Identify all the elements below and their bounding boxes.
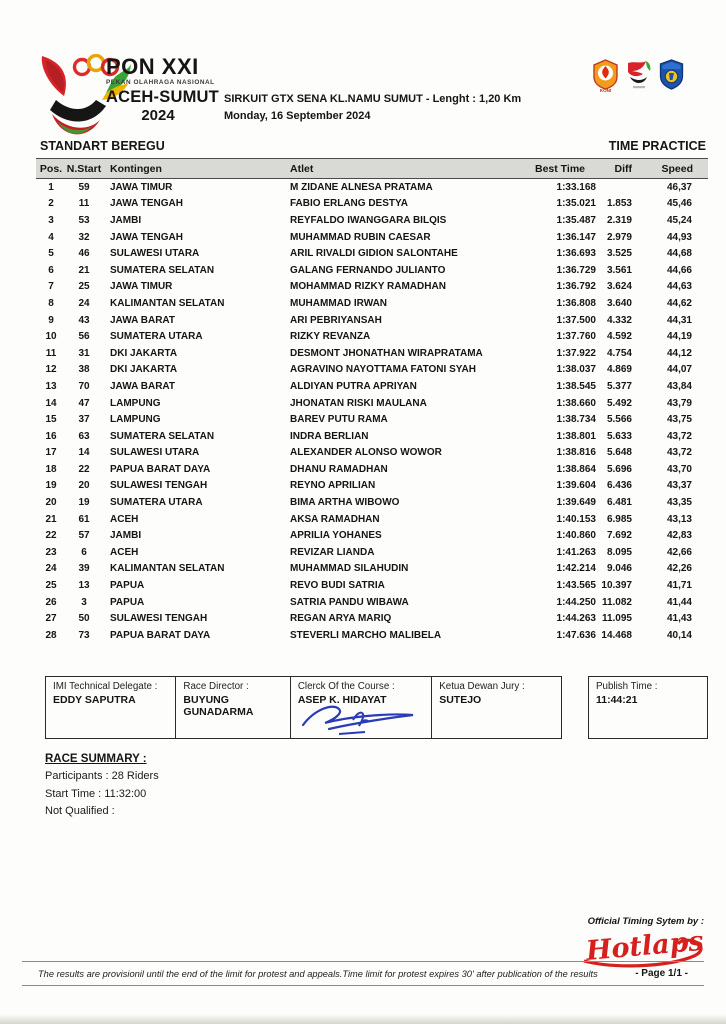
brand-title: PON XXI bbox=[106, 54, 199, 79]
cell-n-start: 61 bbox=[78, 513, 90, 525]
cell-best-time: 1:37.922 bbox=[556, 347, 596, 359]
cell-pos: 1 bbox=[48, 181, 54, 193]
cell-n-start: 13 bbox=[78, 580, 90, 592]
table-row bbox=[36, 262, 708, 279]
cell-kontingen: PAPUA bbox=[110, 580, 145, 592]
official-name: SUTEJO bbox=[439, 694, 482, 706]
cell-n-start: 39 bbox=[78, 563, 90, 575]
table-row bbox=[36, 328, 708, 345]
cell-n-start: 32 bbox=[78, 231, 90, 243]
cell-diff: 5.566 bbox=[606, 414, 632, 426]
cell-kontingen: JAMBI bbox=[110, 530, 142, 542]
cell-best-time: 1:36.808 bbox=[556, 297, 596, 309]
table-body bbox=[36, 179, 708, 644]
cell-diff: 4.869 bbox=[606, 364, 632, 376]
cell-pos: 8 bbox=[48, 297, 54, 309]
cell-best-time: 1:38.037 bbox=[556, 364, 596, 376]
cell-kontingen: PAPUA BARAT DAYA bbox=[110, 463, 211, 475]
cell-atlet: GALANG FERNANDO JULIANTO bbox=[290, 264, 446, 276]
cell-pos: 16 bbox=[45, 430, 57, 442]
cell-n-start: 31 bbox=[78, 347, 90, 359]
cell-best-time: 1:38.816 bbox=[556, 447, 596, 459]
cell-best-time: 1:44.263 bbox=[556, 613, 596, 625]
cell-atlet: REYNO APRILIAN bbox=[290, 480, 376, 492]
publish-time-label: Publish Time : bbox=[596, 681, 658, 692]
cell-speed: 41,44 bbox=[666, 596, 692, 608]
results-disclaimer: The results are provisionil until the end of the limit for protest and appeals.Time limit for protest expires 30' after publication of the results bbox=[38, 968, 598, 979]
cell-diff: 2.979 bbox=[606, 231, 632, 243]
cell-speed: 42,83 bbox=[666, 530, 692, 542]
cell-best-time: 1:36.693 bbox=[556, 248, 596, 260]
cell-atlet: REVIZAR LIANDA bbox=[290, 546, 375, 558]
cell-speed: 45,24 bbox=[666, 214, 692, 226]
official-box bbox=[45, 676, 177, 739]
cell-diff: 7.692 bbox=[606, 530, 632, 542]
race-summary-line: Not Qualified : bbox=[45, 805, 115, 817]
pon-xxi-mini-logo-icon bbox=[626, 59, 652, 91]
cell-kontingen: JAMBI bbox=[110, 214, 142, 226]
cell-speed: 42,26 bbox=[666, 563, 692, 575]
cell-diff: 6.436 bbox=[606, 480, 632, 492]
cell-best-time: 1:42.214 bbox=[556, 563, 596, 575]
event-info bbox=[224, 91, 521, 125]
cell-kontingen: JAWA TENGAH bbox=[110, 198, 183, 210]
cell-atlet: REGAN ARYA MARIQ bbox=[290, 613, 392, 625]
cell-best-time: 1:36.729 bbox=[556, 264, 596, 276]
cell-best-time: 1:47.636 bbox=[556, 629, 596, 641]
cell-pos: 2 bbox=[48, 198, 54, 210]
cell-speed: 43,72 bbox=[666, 430, 692, 442]
table-row bbox=[36, 561, 708, 578]
cell-diff: 5.377 bbox=[606, 380, 632, 392]
table-row bbox=[36, 212, 708, 229]
cell-speed: 44,31 bbox=[666, 314, 692, 326]
column-header-pos: Pos. bbox=[39, 162, 63, 175]
cell-kontingen: SUMATERA UTARA bbox=[110, 331, 203, 343]
cell-diff: 2.319 bbox=[606, 214, 632, 226]
cell-speed: 40,14 bbox=[666, 629, 692, 641]
cell-speed: 44,93 bbox=[666, 231, 692, 243]
cell-kontingen: DKI JAKARTA bbox=[110, 364, 178, 376]
cell-best-time: 1:38.801 bbox=[556, 430, 596, 442]
cell-diff: 11.082 bbox=[601, 596, 632, 608]
table-row bbox=[36, 279, 708, 296]
cell-best-time: 1:35.487 bbox=[556, 214, 596, 226]
official-box bbox=[175, 676, 291, 739]
cell-pos: 19 bbox=[45, 480, 57, 492]
cell-atlet: DHANU RAMADHAN bbox=[290, 463, 388, 475]
cell-n-start: 22 bbox=[78, 463, 90, 475]
cell-n-start: 38 bbox=[78, 364, 90, 376]
cell-diff: 6.481 bbox=[606, 497, 632, 509]
cell-kontingen: SULAWESI TENGAH bbox=[110, 613, 208, 625]
table-row bbox=[36, 395, 708, 412]
cell-speed: 45,46 bbox=[666, 198, 692, 210]
cell-n-start: 24 bbox=[78, 297, 90, 309]
koni-label: KONI bbox=[599, 88, 612, 93]
column-header-speed: Speed bbox=[661, 162, 693, 175]
table-row bbox=[36, 411, 708, 428]
publish-time-box bbox=[588, 676, 708, 739]
cell-atlet: MUHAMMAD IRWAN bbox=[290, 297, 388, 309]
cell-atlet: JHONATAN RISKI MAULANA bbox=[290, 397, 427, 409]
cell-pos: 12 bbox=[45, 364, 57, 376]
cell-n-start: 59 bbox=[78, 181, 90, 193]
table-row bbox=[36, 461, 708, 478]
cell-atlet: ARI PEBRIYANSAH bbox=[290, 314, 382, 326]
cell-n-start: 25 bbox=[78, 281, 90, 293]
cell-atlet: BAREV PUTU RAMA bbox=[290, 414, 388, 426]
cell-atlet: DESMONT JHONATHAN WIRAPRATAMA bbox=[290, 347, 483, 359]
cell-best-time: 1:33.168 bbox=[556, 181, 596, 193]
cell-n-start: 43 bbox=[78, 314, 90, 326]
table-row bbox=[36, 196, 708, 213]
official-box bbox=[290, 676, 433, 739]
cell-atlet: REVO BUDI SATRIA bbox=[290, 580, 385, 592]
cell-n-start: 56 bbox=[78, 331, 90, 343]
cell-speed: 44,68 bbox=[666, 248, 692, 260]
official-name: ASEP K. HIDAYAT bbox=[297, 694, 387, 706]
cell-kontingen: KALIMANTAN SELATAN bbox=[110, 297, 225, 309]
cell-kontingen: PAPUA BARAT DAYA bbox=[110, 629, 211, 641]
signature-icon bbox=[295, 699, 445, 739]
race-summary-line: Start Time : 11:32:00 bbox=[45, 787, 147, 800]
brand-year: 2024 bbox=[141, 107, 175, 124]
cell-diff: 4.592 bbox=[606, 331, 632, 343]
circuit-line: SIRKUIT GTX SENA KL.NAMU SUMUT - Lenght : 1,20 Km bbox=[224, 93, 522, 105]
cell-atlet: RIZKY REVANZA bbox=[290, 331, 371, 343]
cell-n-start: 11 bbox=[78, 198, 90, 210]
cell-diff: 4.332 bbox=[606, 314, 632, 326]
table-row bbox=[36, 378, 708, 395]
cell-kontingen: SULAWESI UTARA bbox=[110, 447, 200, 459]
cell-atlet: REYFALDO IWANGGARA BILQIS bbox=[290, 214, 447, 226]
cell-diff: 4.754 bbox=[606, 347, 632, 359]
imi-shield-logo-icon bbox=[659, 59, 684, 90]
table-row bbox=[36, 594, 708, 611]
cell-kontingen: KALIMANTAN SELATAN bbox=[110, 563, 225, 575]
cell-pos: 26 bbox=[45, 596, 57, 608]
officials-signature-boxes bbox=[45, 676, 562, 739]
column-header-atlet: Atlet bbox=[290, 162, 314, 175]
cell-kontingen: SUMATERA SELATAN bbox=[110, 430, 215, 442]
cell-n-start: 46 bbox=[78, 248, 90, 260]
cell-pos: 17 bbox=[45, 447, 57, 459]
cell-diff: 14.468 bbox=[601, 629, 632, 641]
cell-pos: 23 bbox=[45, 546, 57, 558]
cell-atlet: BIMA ARTHA WIBOWO bbox=[290, 497, 400, 509]
date-line: Monday, 16 September 2024 bbox=[224, 110, 371, 122]
table-row bbox=[36, 527, 708, 544]
cell-n-start: 73 bbox=[78, 629, 90, 641]
cell-pos: 13 bbox=[45, 380, 57, 392]
table-row bbox=[36, 179, 708, 196]
cell-diff: 6.985 bbox=[606, 513, 632, 525]
cell-kontingen: LAMPUNG bbox=[110, 397, 161, 409]
cell-atlet: INDRA BERLIAN bbox=[290, 430, 369, 442]
column-header-kontingen: Kontingen bbox=[110, 162, 162, 175]
cell-best-time: 1:40.860 bbox=[556, 530, 596, 542]
table-row bbox=[36, 295, 708, 312]
cell-speed: 43,37 bbox=[666, 480, 692, 492]
cell-diff: 9.046 bbox=[606, 563, 632, 575]
cell-kontingen: PAPUA bbox=[110, 596, 145, 608]
cell-kontingen: ACEH bbox=[110, 513, 139, 525]
cell-kontingen: JAWA BARAT bbox=[110, 314, 175, 326]
cell-diff: 8.095 bbox=[606, 546, 632, 558]
cell-best-time: 1:38.864 bbox=[556, 463, 596, 475]
cell-pos: 24 bbox=[45, 563, 57, 575]
cell-pos: 15 bbox=[45, 414, 57, 426]
cell-speed: 43,13 bbox=[666, 513, 692, 525]
table-header-row bbox=[36, 158, 708, 179]
table-row bbox=[36, 312, 708, 329]
cell-diff: 11.095 bbox=[601, 613, 632, 625]
official-box bbox=[431, 676, 562, 739]
cell-speed: 41,71 bbox=[666, 580, 692, 592]
cell-n-start: 21 bbox=[78, 264, 90, 276]
section-title-row bbox=[40, 139, 706, 153]
cell-n-start: 53 bbox=[78, 214, 90, 226]
cell-n-start: 47 bbox=[78, 397, 90, 409]
cell-pos: 9 bbox=[48, 314, 54, 326]
cell-n-start: 19 bbox=[78, 497, 90, 509]
cell-kontingen: JAWA TIMUR bbox=[110, 181, 173, 193]
cell-best-time: 1:36.792 bbox=[556, 281, 596, 293]
results-table bbox=[36, 158, 708, 644]
cell-best-time: 1:35.021 bbox=[556, 198, 596, 210]
cell-pos: 20 bbox=[45, 497, 57, 509]
cell-speed: 41,43 bbox=[666, 613, 692, 625]
cell-n-start: 37 bbox=[78, 414, 90, 426]
scan-edge-shadow bbox=[0, 1014, 726, 1024]
cell-speed: 44,63 bbox=[666, 281, 692, 293]
official-name: EDDY SAPUTRA bbox=[53, 694, 136, 706]
cell-atlet: MUHAMMAD RUBIN CAESAR bbox=[290, 231, 431, 243]
organization-logos bbox=[592, 59, 684, 93]
race-summary-title: RACE SUMMARY : bbox=[45, 753, 147, 765]
table-row bbox=[36, 627, 708, 644]
table-row bbox=[36, 494, 708, 511]
race-summary bbox=[45, 753, 159, 821]
cell-kontingen: ACEH bbox=[110, 546, 139, 558]
column-header-n-start: N.Start bbox=[66, 162, 102, 175]
cell-n-start: 6 bbox=[81, 546, 87, 558]
cell-n-start: 20 bbox=[78, 480, 90, 492]
cell-pos: 6 bbox=[48, 264, 54, 276]
cell-best-time: 1:38.660 bbox=[556, 397, 596, 409]
cell-atlet: M ZIDANE ALNESA PRATAMA bbox=[290, 181, 433, 193]
official-role-label: Clerck Of the Course : bbox=[297, 681, 395, 692]
session-title: TIME PRACTICE bbox=[608, 139, 706, 153]
cell-atlet: ARIL RIVALDI GIDION SALONTAHE bbox=[290, 248, 458, 260]
cell-n-start: 14 bbox=[78, 447, 90, 459]
cell-pos: 14 bbox=[45, 397, 57, 409]
table-row bbox=[36, 245, 708, 262]
cell-best-time: 1:37.760 bbox=[556, 331, 596, 343]
hotlaps-brand-text: Hotlaps bbox=[584, 925, 705, 967]
cell-atlet: AGRAVINO NAYOTTAMA FATONI SYAH bbox=[290, 364, 476, 376]
cell-atlet: SATRIA PANDU WIBAWA bbox=[290, 596, 409, 608]
cell-kontingen: SUMATERA UTARA bbox=[110, 497, 203, 509]
cell-kontingen: SUMATERA SELATAN bbox=[110, 264, 215, 276]
cell-kontingen: JAWA TIMUR bbox=[110, 281, 173, 293]
cell-pos: 4 bbox=[48, 231, 54, 243]
footer-bar bbox=[22, 961, 704, 986]
cell-n-start: 63 bbox=[78, 430, 90, 442]
cell-atlet: FABIO ERLANG DESTYA bbox=[290, 198, 408, 210]
table-row bbox=[36, 428, 708, 445]
cell-pos: 22 bbox=[45, 530, 57, 542]
cell-kontingen: DKI JAKARTA bbox=[110, 347, 178, 359]
cell-atlet: MUHAMMAD SILAHUDIN bbox=[290, 563, 409, 575]
cell-n-start: 70 bbox=[78, 380, 90, 392]
cell-diff: 5.633 bbox=[606, 430, 632, 442]
cell-atlet: APRILIA YOHANES bbox=[290, 530, 382, 542]
cell-pos: 18 bbox=[45, 463, 57, 475]
cell-speed: 43,70 bbox=[666, 463, 692, 475]
cell-n-start: 57 bbox=[78, 530, 90, 542]
cell-atlet: MOHAMMAD RIZKY RAMADHAN bbox=[290, 281, 446, 293]
table-row bbox=[36, 544, 708, 561]
cell-kontingen: JAWA BARAT bbox=[110, 380, 175, 392]
cell-speed: 44,66 bbox=[666, 264, 692, 276]
column-header-best-time: Best Time bbox=[535, 162, 585, 175]
cell-kontingen: LAMPUNG bbox=[110, 414, 161, 426]
cell-pos: 11 bbox=[45, 347, 57, 359]
cell-pos: 21 bbox=[45, 513, 57, 525]
cell-speed: 42,66 bbox=[666, 546, 692, 558]
cell-pos: 7 bbox=[48, 281, 54, 293]
table-row bbox=[36, 610, 708, 627]
cell-pos: 25 bbox=[45, 580, 57, 592]
category-title: STANDART BEREGU bbox=[40, 139, 165, 153]
cell-best-time: 1:38.545 bbox=[556, 380, 596, 392]
cell-speed: 43,75 bbox=[666, 414, 692, 426]
cell-kontingen: JAWA TENGAH bbox=[110, 231, 183, 243]
publish-time-value: 11:44:21 bbox=[596, 694, 638, 706]
cell-atlet: ALEXANDER ALONSO WOWOR bbox=[290, 447, 442, 459]
brand-block bbox=[106, 56, 226, 124]
timing-system-label: Official Timing Sytem by : bbox=[587, 916, 704, 927]
official-role-label: Race Director : bbox=[183, 681, 249, 692]
cell-speed: 43,35 bbox=[666, 497, 692, 509]
cell-diff: 3.561 bbox=[606, 264, 632, 276]
cell-speed: 44,07 bbox=[666, 364, 692, 376]
official-role-label: Ketua Dewan Jury : bbox=[439, 681, 525, 692]
cell-speed: 43,72 bbox=[666, 447, 692, 459]
cell-atlet: AKSA RAMADHAN bbox=[290, 513, 380, 525]
column-header-diff: Diff bbox=[614, 162, 632, 175]
table-row bbox=[36, 445, 708, 462]
cell-pos: 28 bbox=[45, 629, 57, 641]
table-row bbox=[36, 229, 708, 246]
cell-speed: 44,19 bbox=[666, 331, 692, 343]
race-summary-line: Participants : 28 Riders bbox=[45, 770, 159, 782]
cell-diff: 5.492 bbox=[606, 397, 632, 409]
page-number: - Page 1/1 - bbox=[635, 968, 688, 979]
table-row bbox=[36, 577, 708, 594]
cell-best-time: 1:40.153 bbox=[556, 513, 596, 525]
cell-speed: 43,79 bbox=[666, 397, 692, 409]
koni-logo-icon bbox=[592, 59, 619, 93]
cell-best-time: 1:41.263 bbox=[556, 546, 596, 558]
cell-best-time: 1:39.649 bbox=[556, 497, 596, 509]
cell-diff: 10.397 bbox=[601, 580, 632, 592]
cell-best-time: 1:44.250 bbox=[556, 596, 596, 608]
cell-best-time: 1:37.500 bbox=[556, 314, 596, 326]
cell-pos: 10 bbox=[45, 331, 57, 343]
table-row bbox=[36, 511, 708, 528]
cell-best-time: 1:36.147 bbox=[556, 231, 596, 243]
cell-diff: 3.624 bbox=[606, 281, 632, 293]
cell-speed: 43,84 bbox=[666, 380, 692, 392]
official-role-label: IMI Technical Delegate : bbox=[53, 681, 158, 692]
cell-n-start: 3 bbox=[81, 596, 87, 608]
cell-diff: 5.648 bbox=[606, 447, 632, 459]
cell-kontingen: SULAWESI UTARA bbox=[110, 248, 200, 260]
cell-kontingen: SULAWESI TENGAH bbox=[110, 480, 208, 492]
cell-speed: 44,12 bbox=[666, 347, 692, 359]
cell-diff: 1.853 bbox=[606, 198, 632, 210]
cell-diff: 3.640 bbox=[606, 297, 632, 309]
cell-pos: 5 bbox=[48, 248, 54, 260]
cell-best-time: 1:43.565 bbox=[556, 580, 596, 592]
brand-host: ACEH-SUMUT bbox=[106, 88, 219, 106]
cell-best-time: 1:38.734 bbox=[556, 414, 596, 426]
table-row bbox=[36, 478, 708, 495]
official-name: BUYUNG GUNADARMA bbox=[183, 694, 254, 718]
cell-atlet: ALDIYAN PUTRA APRIYAN bbox=[290, 380, 417, 392]
cell-diff: 5.696 bbox=[606, 463, 632, 475]
table-row bbox=[36, 345, 708, 362]
cell-speed: 44,62 bbox=[666, 297, 692, 309]
table-row bbox=[36, 362, 708, 379]
cell-pos: 3 bbox=[48, 214, 54, 226]
cell-atlet: STEVERLI MARCHO MALIBELA bbox=[290, 629, 442, 641]
cell-speed: 46,37 bbox=[666, 181, 692, 193]
cell-diff: 3.525 bbox=[606, 248, 632, 260]
cell-best-time: 1:39.604 bbox=[556, 480, 596, 492]
brand-subtitle: PEKAN OLAHRAGA NASIONAL bbox=[106, 79, 215, 86]
cell-n-start: 50 bbox=[78, 613, 90, 625]
cell-pos: 27 bbox=[45, 613, 57, 625]
